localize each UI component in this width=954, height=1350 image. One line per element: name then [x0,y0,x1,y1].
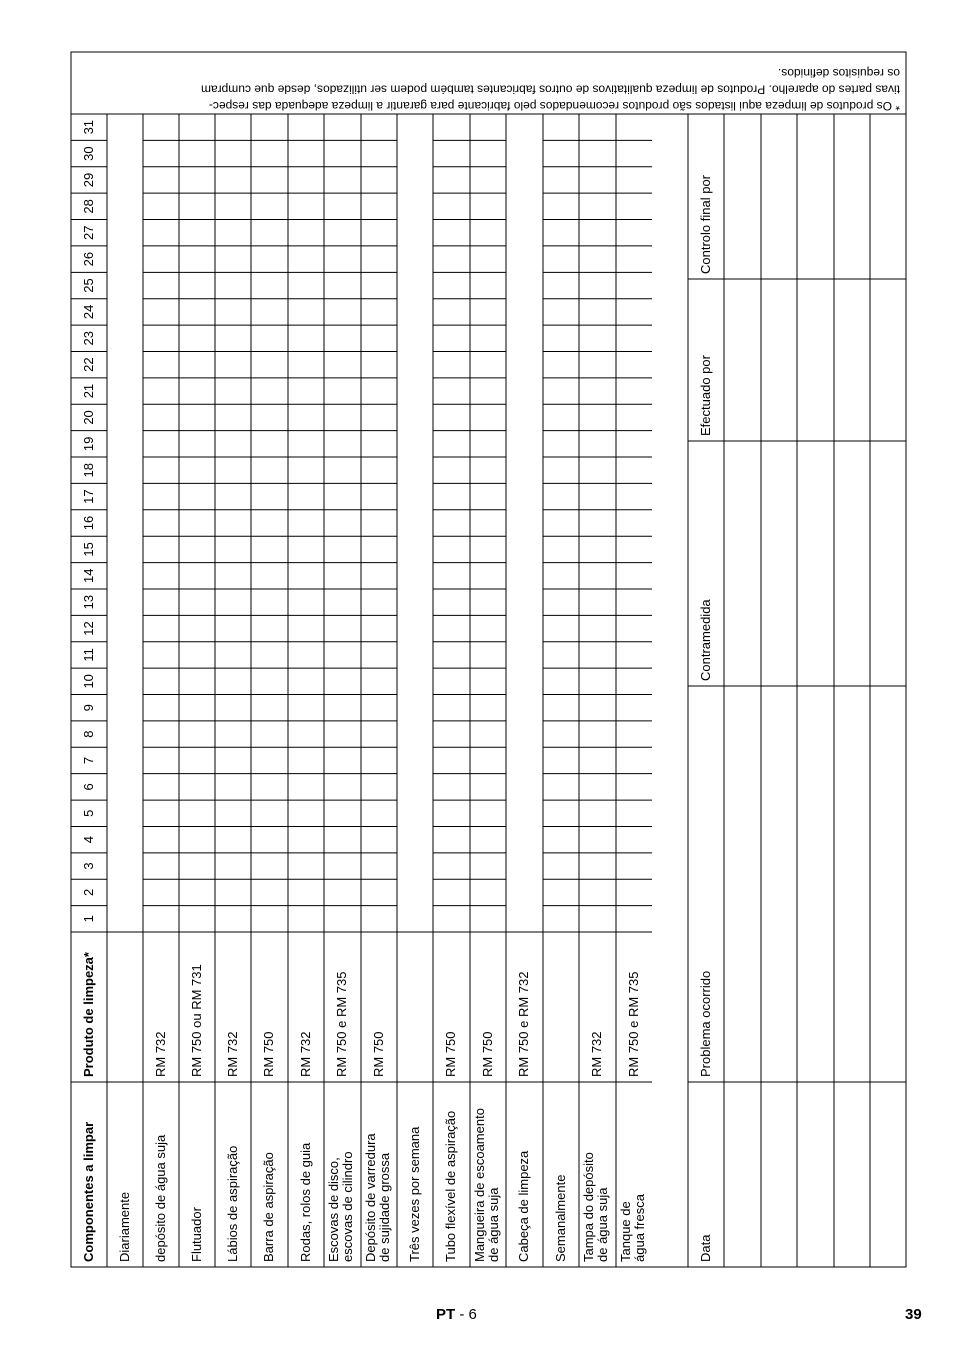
component-name: Barra de aspiração [261,1152,276,1262]
day-number: 27 [81,225,96,240]
component-name: Flutuador [189,1207,204,1262]
component-name: Cabeça de limpeza [516,1150,531,1262]
table-grid [71,114,906,1267]
day-number: 1 [81,915,96,923]
day-number: 29 [81,172,96,188]
day-number: 12 [81,621,96,636]
footnote-line-3: os requisitos definidos. [777,66,900,80]
component-name: Lábios de aspiração [225,1145,240,1262]
footnote-line-1: * Os produtos de limpeza aqui listados são produtos recomendados pelo fabricante para garantir a limpeza adequada das respec- [208,99,900,113]
footer-page-sub: - 6 [455,1306,477,1323]
header-components: Componentes a limpar [81,1121,96,1262]
component-name: Mangueira de escoamento [472,1108,487,1262]
day-number: 20 [81,410,96,425]
day-number: 19 [81,436,96,452]
cleaning-product: RM 750 [261,1031,276,1077]
day-number: 7 [81,756,96,765]
component-name: Tampa do depósito [581,1152,596,1262]
day-number: 23 [81,331,96,346]
cleaning-product: RM 732 [153,1031,168,1077]
component-name: Tubo flexível de aspiração [443,1110,458,1262]
cleaning-product: RM 732 [589,1031,604,1077]
section-label: Três vezes por semana [407,1126,422,1262]
day-number: 25 [81,278,96,293]
footer-language [436,1306,477,1323]
day-number: 24 [81,304,96,320]
day-number: 3 [81,862,96,870]
day-number: 9 [81,704,96,712]
day-number: 28 [81,199,96,214]
cleaning-product: RM 750 ou RM 731 [189,964,204,1077]
component-name: escovas de cilindro [340,1151,355,1262]
section-label: Semanalmente [553,1174,568,1262]
cleaning-product: RM 732 [225,1031,240,1077]
day-number: 31 [81,119,96,135]
component-name: depósito de água suja [153,1134,168,1262]
table-border [71,52,906,1267]
page-number: 39 [905,1306,922,1323]
day-number: 5 [81,809,96,817]
cleaning-product: RM 750 e RM 732 [516,971,531,1077]
component-name: Tanque de [618,1201,633,1262]
day-number: 18 [81,462,96,478]
log-header: Efectuado por [698,355,713,436]
day-number: 8 [81,730,96,738]
day-number: 17 [81,489,96,504]
section-label: Diariamente [117,1191,132,1262]
day-number: 22 [81,357,96,372]
day-number: 2 [81,888,96,897]
cleaning-product: RM 750 [443,1031,458,1077]
cleaning-product: RM 732 [298,1031,313,1077]
component-name: de água suja [595,1187,610,1262]
component-name: de sujidade grossa [377,1152,392,1262]
day-number: 4 [81,836,96,844]
footer-language-code: PT [436,1306,456,1323]
cleaning-product: RM 750 [371,1031,386,1077]
component-name: de água suja [486,1187,501,1262]
day-number: 13 [81,594,96,610]
day-number: 26 [81,251,96,267]
component-name: Depósito de varredura [363,1133,378,1262]
component-name: Escovas de disco, [326,1157,341,1262]
day-number: 15 [81,542,96,557]
day-number: 30 [81,146,96,161]
footnote-line-2: tivas partes do aparelho. Produtos de limpeza qualitativos de outros fabricantes também podem ser utilizados, desde que cumpram [200,82,900,97]
day-number: 21 [81,383,96,399]
log-header: Problema ocorrido [698,970,713,1077]
log-header: Controlo final por [698,175,713,274]
component-name: Rodas, rolos de guia [298,1142,313,1262]
header-product: Produto de limpeza* [81,952,96,1077]
component-name: água fresca [632,1194,647,1262]
cleaning-product: RM 750 e RM 735 [626,971,641,1077]
cleaning-product: RM 750 e RM 735 [334,971,349,1077]
log-header: Data [698,1234,713,1262]
day-number: 14 [81,568,96,584]
day-number: 16 [81,515,96,531]
table-text [81,66,900,1262]
day-number: 10 [81,674,96,689]
day-number: 6 [81,783,96,791]
cleaning-product: RM 750 [480,1031,495,1077]
day-number: 11 [81,648,96,662]
log-header: Contramedida [698,599,713,681]
